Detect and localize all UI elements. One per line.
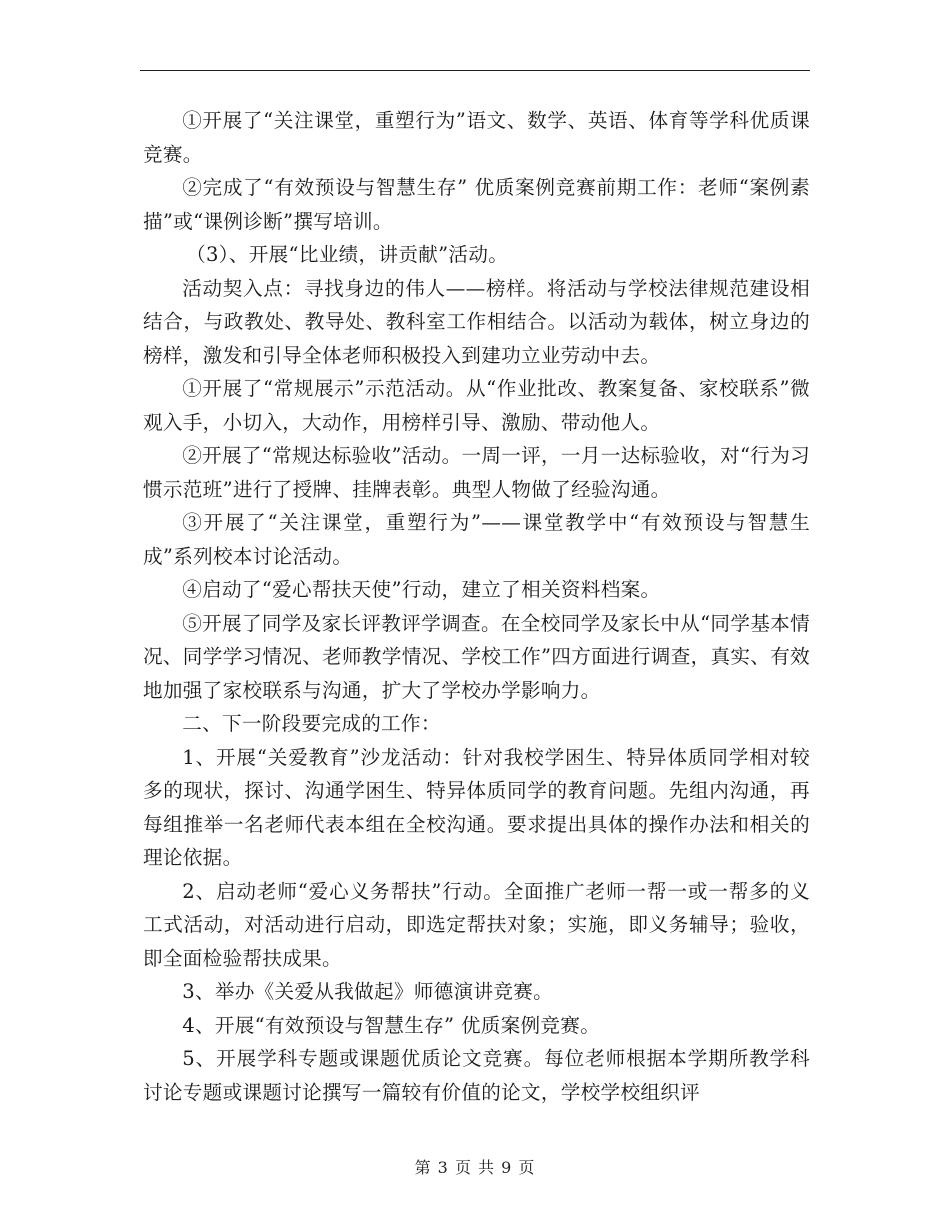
paragraph: 5、开展学科专题或课题优质论文竞赛。每位老师根据本学期所教学科讨论专题或课题讨论撰写一篇较有价值的论文，学校学校组织评: [143, 1047, 810, 1104]
paragraph: ①开展了“关注课堂，重塑行为”语文、数学、英语、体育等学科优质课竞赛。: [143, 109, 810, 166]
header-divider: [140, 70, 810, 71]
paragraph: 4、开展“有效预设与智慧生存” 优质案例竞赛。: [182, 1013, 601, 1037]
paragraph: 1、开展“关爱教育”沙龙活动：针对我校学困生、特异体质同学相对较多的现状，探讨、沟通学困生、特异体质同学的教育问题。先组内沟通，再每组推举一名老师代表本组在全校沟通。要求提出具体的操作办法和相关的理论依据。: [143, 745, 810, 869]
paragraph: 3、举办《关爱从我做起》师德演讲竞赛。: [182, 980, 554, 1003]
paragraph: （3）、开展“比业绩，讲贡献”活动。: [186, 243, 509, 266]
paragraph: ②开展了“常规达标验收”活动。一周一评，一月一达标验收，对“行为习惯示范班”进行了授牌、挂牌表彰。典型人物做了经验沟通。: [143, 444, 810, 501]
paragraph: ①开展了“常规展示”示范活动。从“作业批改、教案复备、家校联系”微观入手，小切入，大动作，用榜样引导、激励、带动他人。: [143, 377, 810, 434]
paragraph: ③开展了“关注课堂，重塑行为”——课堂教学中“有效预设与智慧生成”系列校本讨论活动。: [143, 511, 810, 568]
paragraph: ④启动了“爱心帮扶天使”行动，建立了相关资料档案。: [182, 578, 661, 601]
document-body: [143, 104, 810, 1109]
paragraph: ⑤开展了同学及家长评教评学调查。在全校同学及家长中从“同学基本情况、同学学习情况、老师教学情况、学校工作”四方面进行调查，真实、有效地加强了家校联系与沟通，扩大了学校办学影响力。: [143, 611, 810, 702]
paragraph: ②完成了“有效预设与智慧生存” 优质案例竞赛前期工作：老师“案例素描”或“课例诊断”撰写培训。: [143, 176, 810, 233]
section-heading: 二、下一阶段要完成的工作：: [182, 712, 441, 735]
paragraph: 2、启动老师“爱心义务帮扶”行动。全面推广老师一帮一或一帮多的义工式活动，对活动进行启动，即选定帮扶对象；实施，即义务辅导；验收，即全面检验帮扶成果。: [143, 879, 810, 970]
paragraph: 活动契入点：寻找身边的伟人——榜样。将活动与学校法律规范建设相结合，与政教处、教导处、教科室工作相结合。以活动为载体，树立身边的榜样，激发和引导全体老师积极投入到建功立业劳动中去。: [143, 276, 810, 367]
page-number-footer: 第 3 页 共 9 页: [414, 1158, 536, 1177]
